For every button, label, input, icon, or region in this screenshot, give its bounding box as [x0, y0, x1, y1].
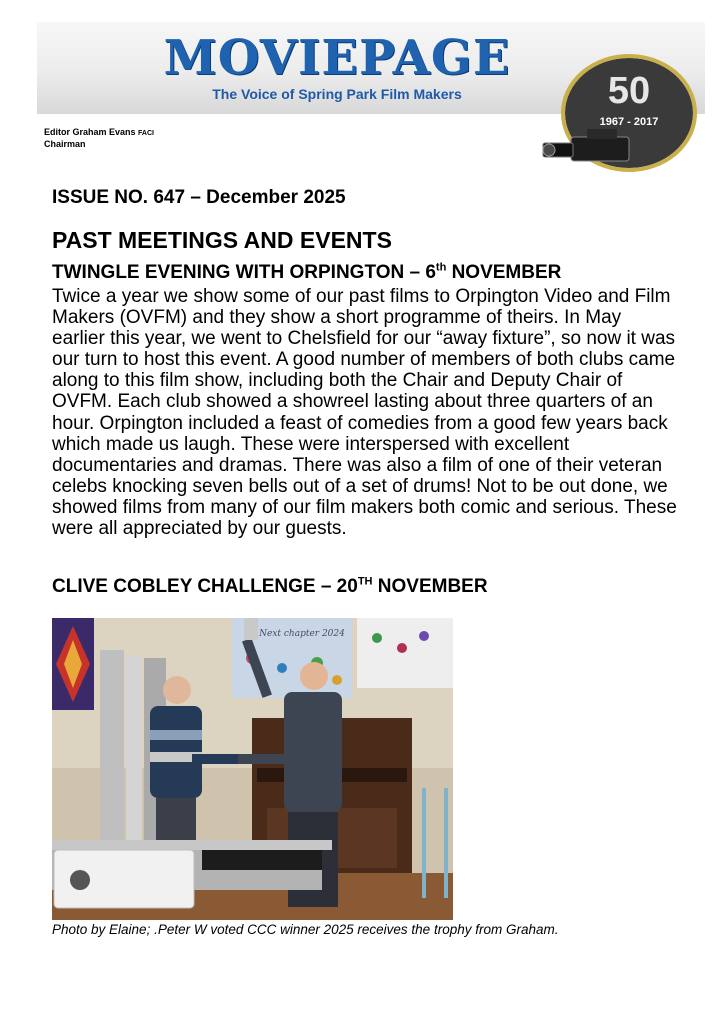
photo-caption: Photo by Elaine; .Peter W voted CCC winner 2025 receives the trophy from Graham.	[52, 922, 559, 937]
body-line: showed films from many of our film makers both comic and serious. These	[52, 496, 677, 518]
masthead-subtitle: The Voice of Spring Park Film Makers	[212, 86, 462, 102]
editor-role: Chairman	[44, 139, 86, 149]
section-title: PAST MEETINGS AND EVENTS	[52, 227, 392, 253]
body-line: which made us laugh. These were interspersed with excellent	[52, 433, 570, 455]
article-heading-twingle: TWINGLE EVENING WITH ORPINGTON – 6th NOVEMBER	[52, 261, 562, 283]
badge-number: 50	[607, 70, 651, 112]
body-line: documentaries and dramas. There was also a film of one of their veteran	[52, 454, 663, 476]
editor-name: Editor Graham Evans	[44, 127, 136, 137]
body-line: hour. Orpington included a feast of comedies from a good few years back	[52, 412, 668, 434]
editor-suffix: FACI	[138, 130, 154, 137]
body-line: Makers (OVFM) and they show a short programme of theirs. In May	[52, 307, 622, 329]
issue-number: ISSUE NO. 647 – December 2025	[52, 187, 346, 208]
anniversary-badge-icon	[537, 45, 697, 180]
body-line: earlier this year, we went to Chelsfield for our “away fixture”, so now it was	[52, 328, 676, 350]
body-line: Twice a year we show some of our past films to Orpington Video and Film	[52, 286, 671, 307]
trophy-presentation-photo	[52, 618, 453, 920]
photo-banner-text: Next chapter 2024	[259, 629, 345, 639]
article-body-twingle	[52, 286, 720, 539]
body-line: along to this film show, including both the Chair and Deputy Chair of	[52, 370, 623, 392]
editor-credit	[44, 127, 154, 150]
body-line: OVFM. Each club showed a showreel lasting about three quarters of an	[52, 391, 653, 413]
body-line: were all appreciated by our guests.	[52, 518, 347, 540]
body-line: our turn to host this event. A good number of members of both clubs came	[52, 349, 676, 371]
body-line: celebs knocking seven bells out of a set of drums! Not to be out done, we	[52, 475, 668, 497]
article-heading-ccc: CLIVE COBLEY CHALLENGE – 20TH NOVEMBER	[52, 575, 488, 597]
badge-years: 1967 - 2017	[599, 116, 659, 128]
masthead-title: MOVIEPAGE	[163, 30, 511, 86]
